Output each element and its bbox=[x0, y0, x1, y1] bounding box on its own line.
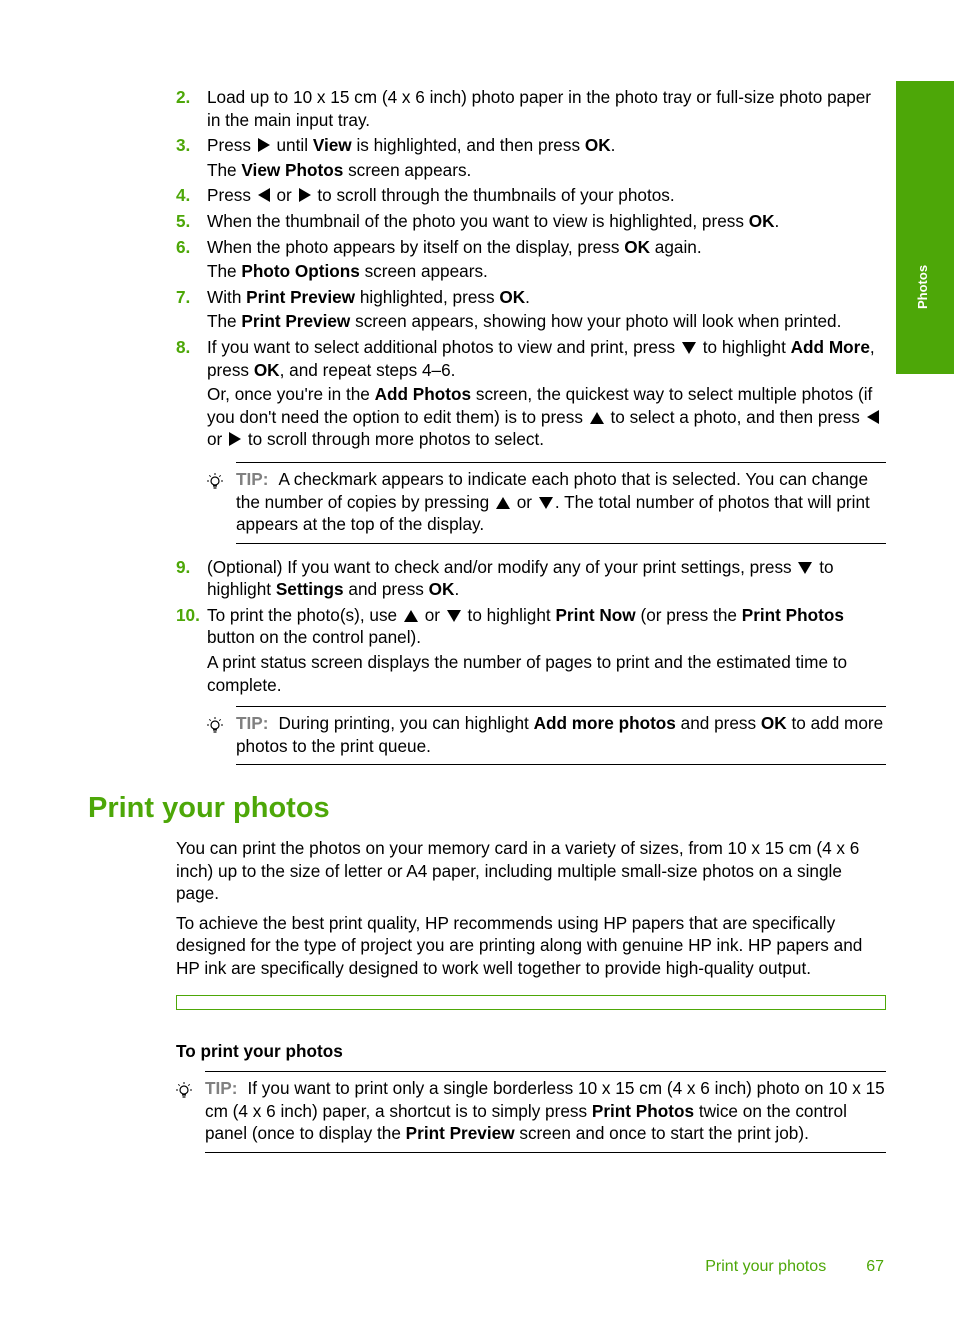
right-arrow-icon bbox=[229, 432, 241, 446]
tip-label: TIP: bbox=[205, 1078, 238, 1099]
tip-label: TIP: bbox=[236, 713, 269, 734]
side-tab bbox=[896, 81, 954, 374]
tip-text: During printing, you can highlight bbox=[278, 713, 529, 734]
step-number: 8. bbox=[176, 336, 191, 357]
step-number: 6. bbox=[176, 236, 191, 257]
step-4 bbox=[176, 184, 886, 207]
up-arrow-icon bbox=[404, 610, 418, 622]
down-arrow-icon bbox=[798, 562, 812, 574]
step-result: The Print Preview screen appears, showing how your photo will look when printed. bbox=[207, 311, 842, 332]
step-text: Load up to 10 x 15 cm (4 x 6 inch) photo paper in the photo tray or full-size photo paper in the main input tray. bbox=[207, 87, 872, 130]
step-number: 3. bbox=[176, 135, 191, 156]
step-text: When the thumbnail of the photo you want to view is highlighted, press OK. bbox=[207, 210, 780, 231]
step-7 bbox=[176, 286, 886, 333]
step-text: When the photo appears by itself on the display, press OK again. bbox=[207, 236, 702, 257]
steps-list bbox=[176, 86, 886, 765]
subheading: To print your photos bbox=[176, 1040, 343, 1061]
step-result: The Photo Options screen appears. bbox=[207, 261, 488, 282]
step-result: The View Photos screen appears. bbox=[207, 159, 472, 180]
step-result: Or, once you're in the Add Photos screen, the quickest way to select multiple photos (if you don't need the option to edit them) is to press to select a photo, and then press or to scroll through more photos to select. bbox=[207, 383, 886, 451]
page-footer bbox=[705, 1256, 884, 1279]
step-text: Press until View is highlighted, and then press OK. bbox=[207, 135, 616, 156]
side-tab-label: Photos bbox=[915, 264, 930, 309]
section-body bbox=[176, 837, 886, 1153]
step-text: If you want to select additional photos to view and print, press to highlight Add More, press OK, and repeat steps 4–6. bbox=[207, 336, 875, 380]
step-number: 4. bbox=[176, 185, 191, 206]
paragraph: You can print the photos on your memory card in a variety of sizes, from 10 x 15 cm (4 x 6 inch) up to the size of letter or A4 paper, including multiple small-size photos on a single page. bbox=[176, 838, 860, 904]
left-arrow-icon bbox=[258, 188, 270, 202]
paragraph: To achieve the best print quality, HP recommends using HP papers that are specifically designed for the type of project you are printing along with genuine HP ink. HP papers and HP ink are specifically designed to work well together to provide high-quality output. bbox=[176, 912, 863, 978]
step-6 bbox=[176, 236, 886, 283]
step-9 bbox=[176, 556, 886, 601]
down-arrow-icon bbox=[539, 497, 553, 509]
down-arrow-icon bbox=[447, 610, 461, 622]
empty-figure-box bbox=[176, 995, 886, 1010]
right-arrow-icon bbox=[299, 188, 311, 202]
right-arrow-icon bbox=[258, 138, 270, 152]
footer-title: Print your photos bbox=[705, 1258, 827, 1275]
up-arrow-icon bbox=[496, 497, 510, 509]
step-2 bbox=[176, 86, 886, 131]
step-3 bbox=[176, 134, 886, 181]
step-number: 9. bbox=[176, 556, 191, 577]
step-10 bbox=[176, 604, 886, 696]
step-number: 10. bbox=[176, 604, 200, 625]
tip-label: TIP: bbox=[236, 468, 269, 489]
step-8 bbox=[176, 336, 886, 451]
step-text: To print the photo(s), use or to highlight Print Now (or press the Print Photos button on the control panel). bbox=[207, 604, 844, 648]
step-text: With Print Preview highlighted, press OK. bbox=[207, 286, 530, 307]
step-number: 7. bbox=[176, 286, 191, 307]
tip-box: TIP: If you want to print only a single borderless 10 x 15 cm (4 x 6 inch) photo on 10 x 15 cm (4 x 6 inch) paper, a shortcut is to simply press Print Photos twice on the control panel (once to display the Print Preview screen and once to start the print job). bbox=[205, 1071, 886, 1153]
tip-text: A checkmark appears to indicate each photo that is selected. You can change the number of copies by pressing bbox=[236, 468, 869, 512]
up-arrow-icon bbox=[590, 412, 604, 424]
step-text: Press or to scroll through the thumbnails of your photos. bbox=[207, 185, 675, 206]
step-text: (Optional) If you want to check and/or modify any of your print settings, press to highlight Settings and press OK. bbox=[207, 556, 834, 600]
step-number: 5. bbox=[176, 210, 191, 231]
lightbulb-icon bbox=[205, 716, 225, 736]
lightbulb-icon bbox=[174, 1081, 194, 1101]
section-heading: Print your photos bbox=[88, 792, 330, 824]
left-arrow-icon bbox=[867, 410, 879, 424]
tip-box: TIP: A checkmark appears to indicate each photo that is selected. You can change the number of copies by pressing or . The total number of photos that will print appears at the top of the display. bbox=[236, 462, 886, 544]
page-number: 67 bbox=[866, 1258, 884, 1275]
step-5 bbox=[176, 210, 886, 233]
tip-box: TIP: During printing, you can highlight Add more photos and press OK to add more photos to the print queue. bbox=[236, 706, 886, 765]
down-arrow-icon bbox=[682, 342, 696, 354]
step-result: A print status screen displays the number of pages to print and the estimated time to complete. bbox=[207, 652, 848, 695]
tip-text: If you want to print only a single borderless 10 x 15 cm (4 x 6 inch) photo on 10 x 15 cm (4 x 6 inch) paper, a shortcut is to simply press bbox=[205, 1078, 885, 1121]
lightbulb-icon bbox=[205, 472, 225, 492]
step-number: 2. bbox=[176, 87, 191, 107]
